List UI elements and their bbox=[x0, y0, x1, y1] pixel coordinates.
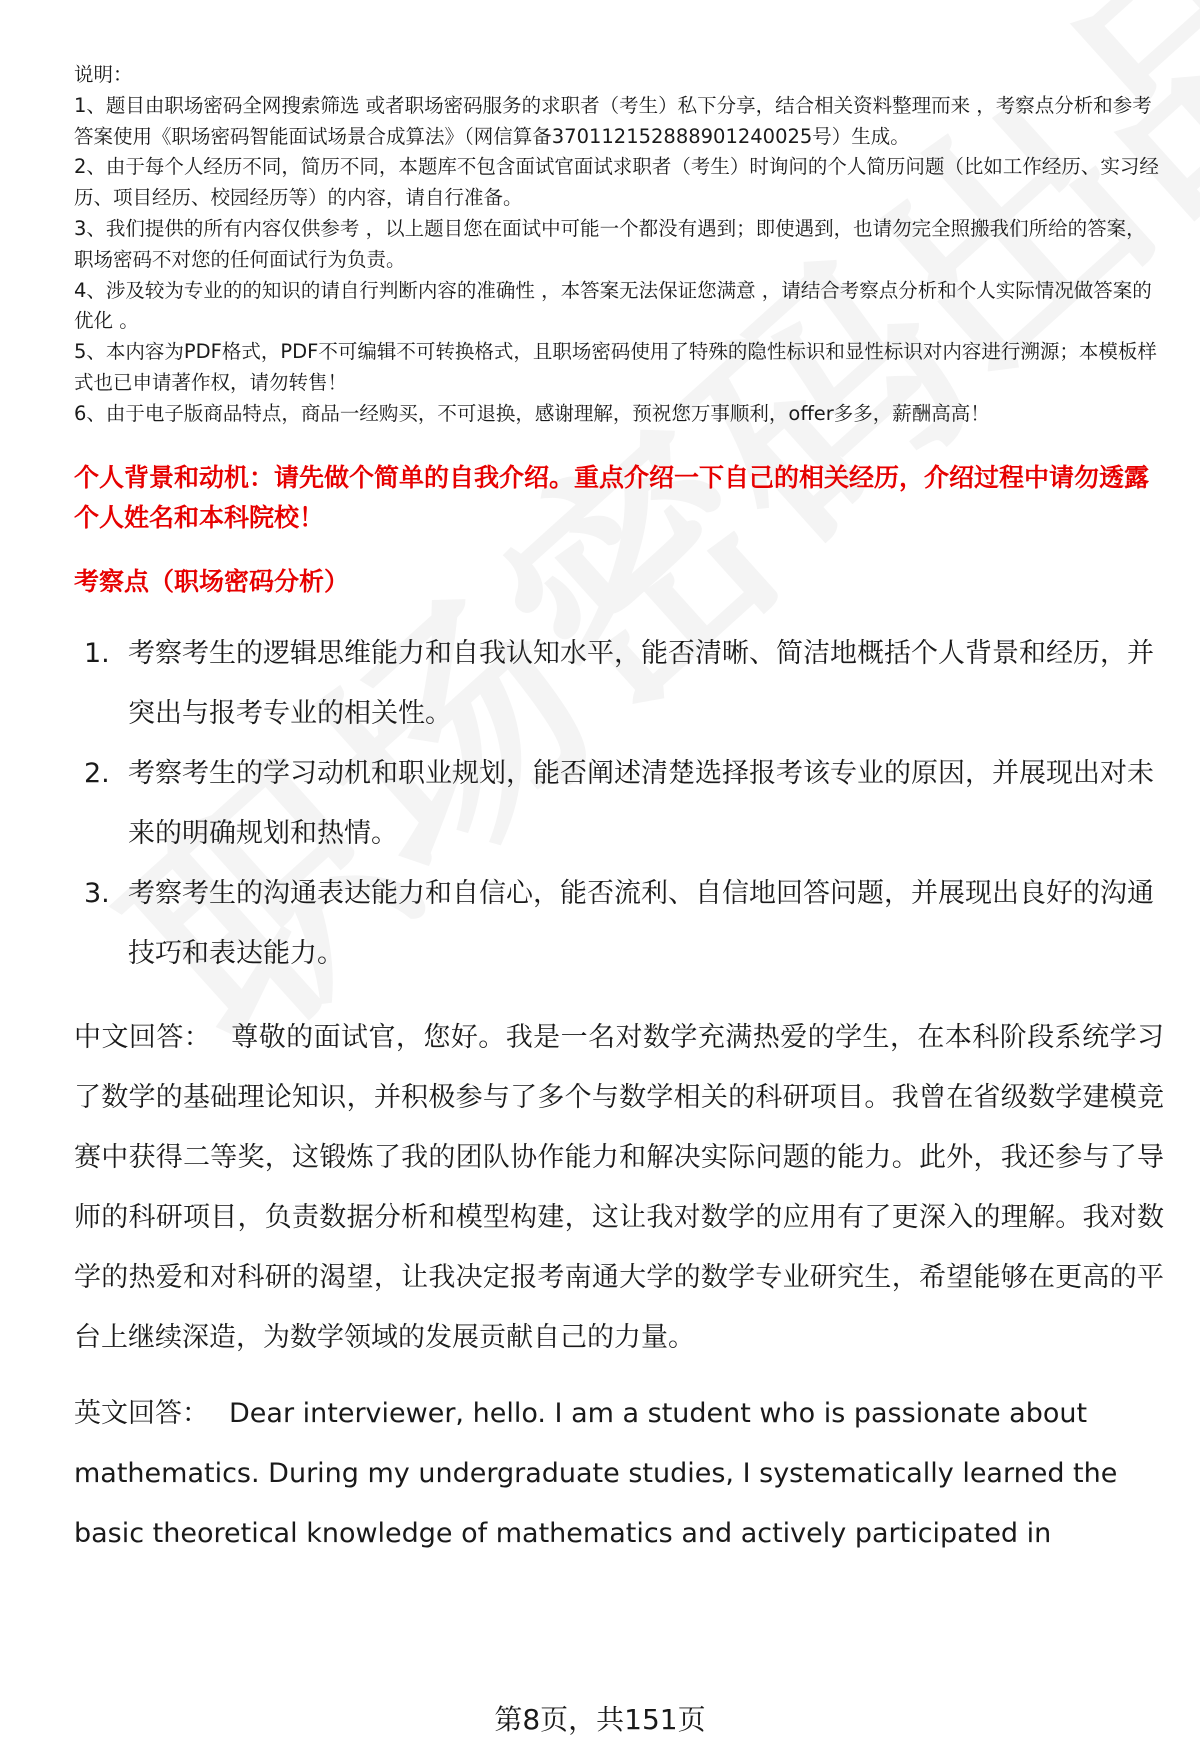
list-text: 考察考生的逻辑思维能力和自我认知水平，能否清晰、简洁地概括个人背景和经历，并突出与报考专业的相关性。 bbox=[128, 637, 1154, 729]
note-item: 3、我们提供的所有内容仅供参考 ，以上题目您在面试中可能一个都没有遇到；即使遇到，也请勿完全照搬我们所给的答案，职场密码不对您的任何面试行为负责。 bbox=[74, 216, 1146, 271]
list-text: 考察考生的沟通表达能力和自信心，能否流利、自信地回答问题，并展现出良好的沟通技巧和表达能力。 bbox=[128, 877, 1154, 969]
answer-label: 中文回答： bbox=[74, 1021, 212, 1053]
english-answer bbox=[74, 1384, 1164, 1564]
list-number: 3. bbox=[84, 877, 110, 909]
list-item bbox=[74, 624, 1164, 744]
notes-heading: 说明： bbox=[74, 63, 133, 86]
answer-text: 尊敬的面试官，您好。我是一名对数学充满热爱的学生，在本科阶段系统学习了数学的基础理论知识，并积极参与了多个与数学相关的科研项目。我曾在省级数学建模竞赛中获得二等奖，这锻炼了我的团队协作能力和解决实际问题的能力。此外，我还参与了导师的科研项目，负责数据分析和模型构建，这让我对数学的应用有了更深入的理解。我对数学的热爱和对科研的渴望，让我决定报考南通大学的数学专业研究生，希望能够在更高的平台上继续深造，为数学领域的发展贡献自己的力量。 bbox=[74, 1021, 1165, 1353]
list-number: 2. bbox=[84, 757, 110, 789]
note-item: 1、题目由职场密码全网搜索筛选 或者职场密码服务的求职者（考生）私下分享，结合相关资料整理而来 ，考察点分析和参考答案使用《职场密码智能面试场景合成算法》（网信算备370112152888901240025号）生成。 bbox=[74, 93, 1152, 148]
list-number: 1. bbox=[84, 637, 110, 669]
note-item: 6、由于电子版商品特点，商品一经购买，不可退换，感谢理解，预祝您万事顺利，offer多多，薪酬高高！ bbox=[74, 401, 990, 425]
question-heading: 个人背景和动机：请先做个简单的自我介绍。重点介绍一下自己的相关经历，介绍过程中请勿透露个人姓名和本科院校！ bbox=[74, 462, 1150, 532]
list-item bbox=[74, 744, 1164, 864]
document-page bbox=[74, 60, 1164, 1564]
assessment-points bbox=[74, 624, 1164, 984]
answer-text: Dear interviewer, hello. I am a student who is passionate about mathematics. During my undergraduate studies, I systematically learned the basic theoretical knowledge of mathematics and actively participated in bbox=[74, 1397, 1118, 1549]
notes-section bbox=[74, 60, 1164, 430]
page-footer: 第8页，共151页 bbox=[494, 1703, 706, 1736]
section-title: 考察点（职场密码分析） bbox=[74, 566, 350, 596]
note-item: 4、涉及较为专业的的知识的请自行判断内容的准确性 ，本答案无法保证您满意 ，请结合考察点分析和个人实际情况做答案的优化 。 bbox=[74, 278, 1152, 333]
list-item bbox=[74, 864, 1164, 984]
list-text: 考察考生的学习动机和职业规划，能否阐述清楚选择报考该专业的原因，并展现出对未来的明确规划和热情。 bbox=[128, 757, 1154, 849]
chinese-answer bbox=[74, 1008, 1164, 1368]
answer-label: 英文回答： bbox=[74, 1397, 209, 1429]
note-item: 2、由于每个人经历不同，简历不同，本题库不包含面试官面试求职者（考生）时询问的个人简历问题（比如工作经历、实习经历、项目经历、校园经历等）的内容，请自行准备。 bbox=[74, 155, 1159, 210]
note-item: 5、本内容为PDF格式，PDF不可编辑不可转换格式，且职场密码使用了特殊的隐性标识和显性标识对内容进行溯源；本模板样式也已申请著作权，请勿转售！ bbox=[74, 340, 1157, 394]
